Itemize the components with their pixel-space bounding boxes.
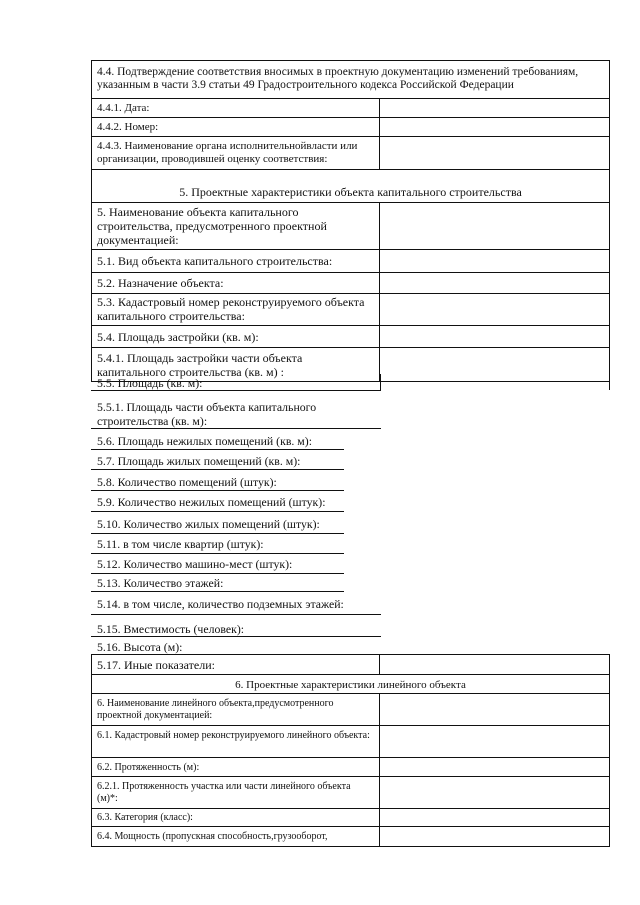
row-4-4-2 [92, 118, 610, 137]
row-5-16-label: 5.16. Высота (м): [97, 640, 183, 654]
row-4-4 [92, 61, 610, 99]
row-5-5-1-label: 5.5.1. Площадь части объекта капитального строительства (кв. м): [97, 400, 317, 428]
row-6-2-value[interactable] [380, 758, 609, 776]
row-6-4 [92, 827, 610, 847]
row-5-9-label: 5.9. Количество нежилых помещений (штук): [97, 495, 326, 509]
row-5-13-label: 5.13. Количество этажей: [97, 576, 224, 590]
row-5-4-label: 5.4. Площадь застройки (кв. м): [97, 330, 259, 344]
row-5-17-label: 5.17. Иные показатели: [97, 658, 215, 672]
row-5-1 [92, 250, 610, 273]
row-5-label: 5. Наименование объекта капитального строительства, предусмотренного проектной документацией: [97, 205, 327, 247]
row-5-14-label: 5.14. в том числе, количество подземных этажей: [97, 597, 344, 611]
row-4-4-2-label: 4.4.2. Номер: [97, 121, 159, 133]
row-5 [92, 203, 610, 250]
row-5-6-label: 5.6. Площадь нежилых помещений (кв. м): [97, 434, 312, 448]
row-6-2-1 [92, 777, 610, 809]
row-6-label: 6. Наименование линейного объекта,предусмотренного проектной документацией: [97, 698, 334, 721]
row-4-4-1-label: 4.4.1. Дата: [97, 102, 150, 114]
section-5-heading: 5. Проектные характеристики объекта капитального строительства [179, 185, 522, 199]
row-6-2-1-value[interactable] [380, 777, 609, 808]
row-6-3-value[interactable] [380, 809, 609, 826]
row-5-7-label: 5.7. Площадь жилых помещений (кв. м): [97, 454, 301, 468]
row-5-3-label: 5.3. Кадастровый номер реконструируемого объекта капитального строительства: [97, 295, 365, 323]
row-4-4-label: 4.4. Подтверждение соответствия вносимых в проектную документацию изменений требованиям, указанным в части 3.9 статьи 49 Градостроительного кодекса Российской Федерации [97, 66, 579, 92]
row-5-5 [91, 374, 609, 390]
row-5-2 [92, 273, 610, 294]
row-6 [92, 694, 610, 726]
row-6-1 [92, 726, 610, 758]
row-4-4-3-value[interactable] [380, 137, 609, 169]
row-5-15-label: 5.15. Вместимость (человек): [97, 622, 245, 636]
row-5-10-label: 5.10. Количество жилых помещений (штук): [97, 517, 320, 531]
row-5-value[interactable] [380, 203, 609, 249]
row-5-17-value[interactable] [380, 655, 609, 674]
row-5-5-label: 5.5. Площадь (кв. м): [97, 376, 203, 390]
row-6-3 [92, 809, 610, 827]
row-4-4-3 [92, 137, 610, 170]
row-6-2-1-label: 6.2.1. Протяженность участка или части линейного объекта (м)*: [97, 781, 351, 804]
row-6-2 [92, 758, 610, 777]
section-5-heading-row [92, 170, 610, 203]
row-6-value[interactable] [380, 694, 609, 725]
row-5-2-value[interactable] [380, 273, 609, 293]
row-6-4-label: 6.4. Мощность (пропускная способность,грузооборот, [97, 831, 328, 842]
row-6-1-label: 6.1. Кадастровый номер реконструируемого линейного объекта: [97, 730, 370, 741]
row-6-1-value[interactable] [380, 726, 609, 757]
row-5-8-label: 5.8. Количество помещений (штук): [97, 475, 277, 489]
row-5-1-value[interactable] [380, 250, 609, 272]
row-4-4-3-label: 4.4.3. Наименование органа исполнительнойвласти или организации, проводившей оценку соответствия: [97, 140, 358, 165]
row-4-4-1 [92, 99, 610, 118]
row-4-4-2-value[interactable] [380, 118, 609, 136]
row-5-4 [92, 326, 610, 348]
row-5-3-value[interactable] [380, 294, 609, 325]
row-4-4-1-value[interactable] [380, 99, 609, 117]
row-5-12-label: 5.12. Количество машино-мест (штук): [97, 557, 293, 571]
row-5-4-value[interactable] [380, 326, 609, 347]
section-6-heading-row [92, 675, 610, 694]
row-5-3 [92, 294, 610, 326]
form-table-upper [91, 60, 610, 382]
row-5-4-1-label: 5.4.1. Площадь застройки части объекта капитального строительства (кв. м) : [97, 351, 303, 379]
row-6-3-label: 6.3. Категория (класс): [97, 812, 193, 823]
row-6-4-value[interactable] [380, 827, 609, 846]
row-5-11-label: 5.11. в том числе квартир (штук): [97, 537, 264, 551]
form-table-lower [91, 654, 610, 847]
row-5-2-label: 5.2. Назначение объекта: [97, 276, 224, 290]
row-5-17 [92, 655, 610, 675]
row-5-1-label: 5.1. Вид объекта капитального строительства: [97, 254, 333, 268]
section-6-heading: 6. Проектные характеристики линейного объекта [235, 679, 466, 691]
row-6-2-label: 6.2. Протяженность (м): [97, 762, 200, 773]
